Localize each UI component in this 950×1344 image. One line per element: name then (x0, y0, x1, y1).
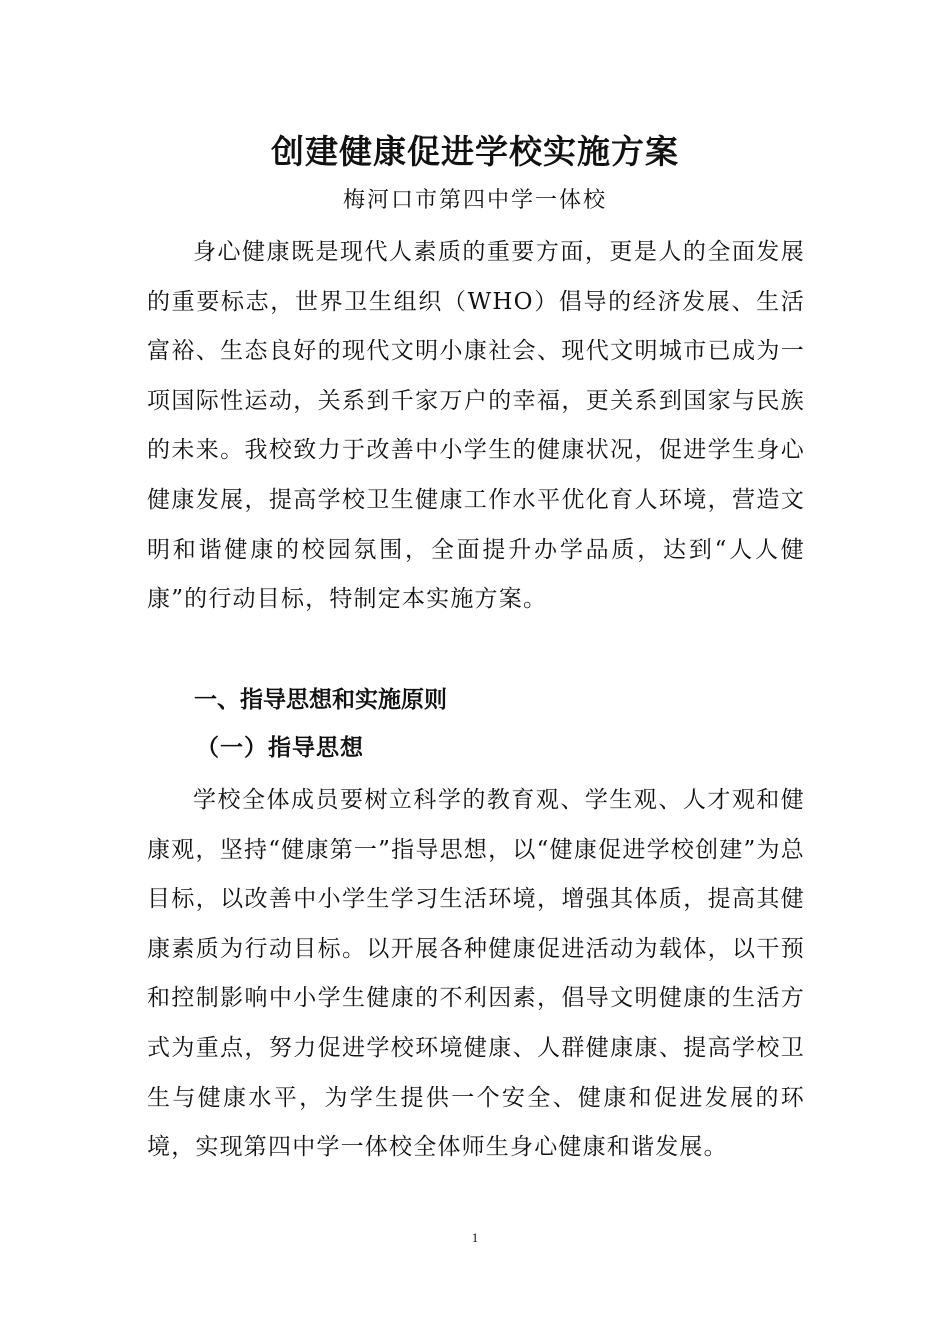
subsection-heading: （一）指导思想 (196, 734, 364, 761)
document-subtitle: 梅河口市第四中学一体校 (342, 188, 607, 213)
guiding-ideology-paragraph: 学校全体成员要树立科学的教育观、学生观、人才观和健康观，坚持“健康第一”指导思想，以“健康促进学校创建”为总目标，以改善中小学生学习生活环境，增强其体质，提高其健康素质为行动目标。以开展各种健康促进活动为载体，以干预和控制影响中小学生健康的不利因素，倡导文明健康的生活方式为重点，努力促进学校环境健康、人群健康康、提高学校卫生与健康水平，为学生提供一个安全、健康和促进发展的环境，实现第四中学一体校全体师生身心健康和谐发展。 (147, 787, 805, 1161)
document-title: 创建健康促进学校实施方案 (271, 132, 679, 171)
intro-paragraph: 身心健康既是现代人素质的重要方面，更是人的全面发展的重要标志，世界卫生组织（WHO）倡导的经济发展、生活富裕、生态良好的现代文明小康社会、现代文明城市已成为一项国际性运动，关系到千家万户的幸福，更关系到国家与民族的未来。我校致力于改善中小学生的健康状况，促进学生身心健康发展，提高学校卫生健康工作水平优化育人环境，营造文明和谐健康的校园氛围，全面提升办学品质，达到“人人健康”的行动目标，特制定本实施方案。 (147, 239, 805, 613)
section-heading: 一、指导思想和实施原则 (194, 687, 447, 713)
page-number: 1 (471, 1230, 479, 1245)
